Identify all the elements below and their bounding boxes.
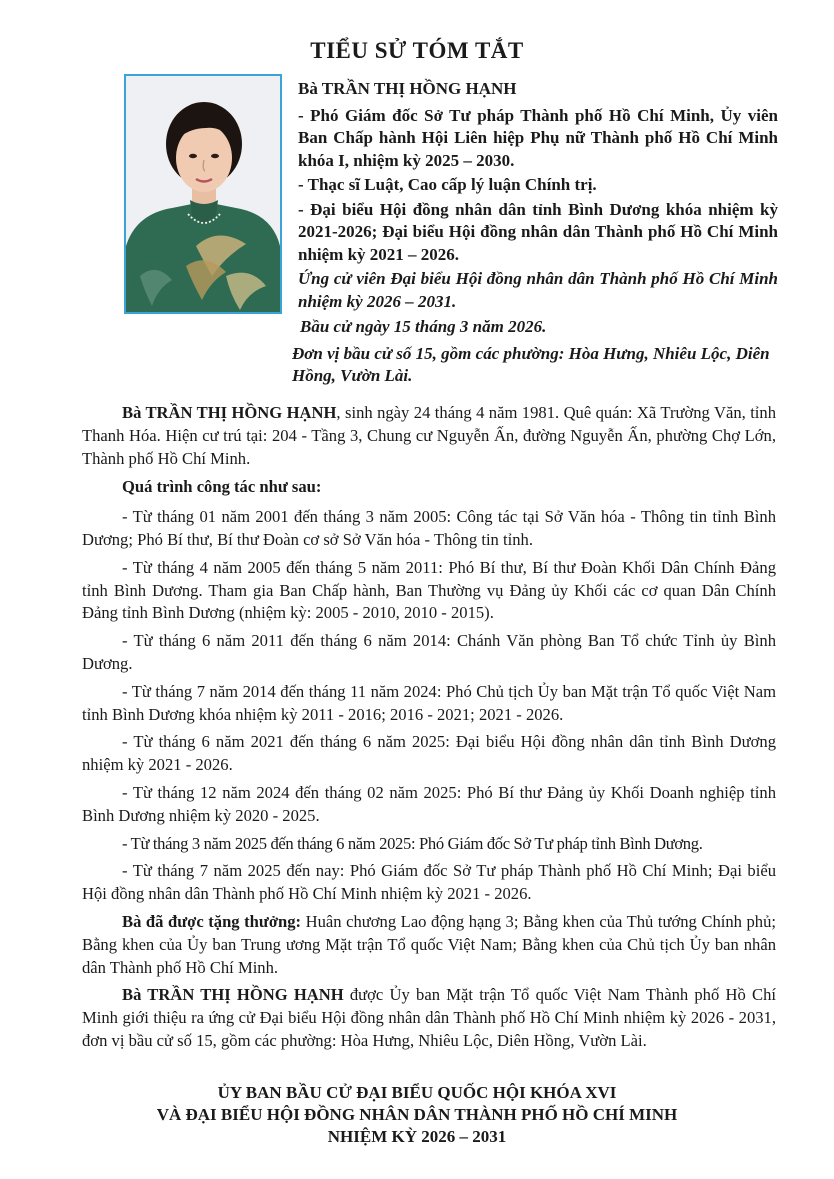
bio-intro-text: , sinh ngày 24 tháng 4 năm 1981. Quê quán: Xã Trường Văn, tỉnh Thanh Hóa. Hiện cư trú tại: 204 - Tầng 3, Chung cư Nguyễn Ấn, đường Nguyễn Ấn, phường Chợ Lớn, Thành phố Hồ Chí Minh. <box>82 403 777 468</box>
portrait-photo <box>124 74 282 314</box>
footer-line: VÀ ĐẠI BIỂU HỘI ĐỒNG NHÂN DÂN THÀNH PHỐ HỒ CHÍ MINH <box>156 1105 678 1124</box>
nomination-name: Bà TRẦN THỊ HỒNG HẠNH <box>122 985 344 1005</box>
election-day: Bầu cử ngày 15 tháng 3 năm 2026. <box>300 317 547 336</box>
document-title: TIỂU SỬ TÓM TẮT <box>310 38 524 63</box>
career-item: - Từ tháng 7 năm 2025 đến nay: Phó Giám đốc Sở Tư pháp Thành phố Hồ Chí Minh; Đại biểu Hội đồng nhân dân Thành phố Hồ Chí Minh nhiệm kỳ 2021 - 2026. <box>82 861 776 904</box>
career-item: - Từ tháng 01 năm 2001 đến tháng 3 năm 2005: Công tác tại Sở Văn hóa - Thông tin tỉnh Bình Dương; Phó Bí thư, Bí thư Đoàn cơ sở Sở Văn hóa - Thông tin tỉnh. <box>82 507 776 549</box>
electoral-unit: Đơn vị bầu cử số 15, gồm các phường: Hòa Hưng, Nhiêu Lộc, Diên Hồng, Vườn Lài. <box>292 343 770 385</box>
career-item: - Từ tháng 7 năm 2014 đến tháng 11 năm 2024: Phó Chủ tịch Ủy ban Mặt trận Tổ quốc Việt Nam tỉnh Bình Dương khóa nhiệm kỳ 2011 - 2016; 2016 - 2021; 2021 - 2026. <box>82 681 776 724</box>
career-item: - Từ tháng 3 năm 2025 đến tháng 6 năm 2025: Phó Giám đốc Sở Tư pháp tỉnh Bình Dương. <box>122 833 703 853</box>
footer-line: NHIỆM KỲ 2026 – 2031 <box>327 1127 507 1146</box>
candidate-line: Ứng cử viên Đại biểu Hội đồng nhân dân Thành phố Hồ Chí Minh nhiệm kỳ 2026 – 2031. <box>298 269 778 311</box>
nomination-text: được Ủy ban Mặt trận Tổ quốc Việt Nam Thành phố Hồ Chí Minh giới thiệu ra ứng cử Đại biểu Hội đồng nhân dân Thành phố Hồ Chí Minh nhiệm kỳ 2026 - 2031, đơn vị bầu cử số 15, gồm các phường: Hòa Hưng, Nhiêu Lộc, Diên Hồng, Vườn Lài. <box>82 985 776 1050</box>
bio-intro <box>82 402 776 470</box>
career-item: - Từ tháng 6 năm 2021 đến tháng 6 năm 2025: Đại biểu Hội đồng nhân dân tỉnh Bình Dương nhiệm kỳ 2021 - 2026. <box>82 732 776 775</box>
awards-paragraph <box>82 911 776 979</box>
career-item: - Từ tháng 6 năm 2011 đến tháng 6 năm 2014: Chánh Văn phòng Ban Tổ chức Tỉnh ủy Bình Dương. <box>82 631 776 673</box>
awards-text: Huân chương Lao động hạng 3; Bằng khen của Thủ tướng Chính phủ; Bằng khen của Ủy ban Trung ương Mặt trận Tổ quốc Việt Nam; Bằng khen của Chủ tịch Ủy ban nhân dân Thành phố Hồ Chí Minh. <box>82 911 776 977</box>
career-item: - Từ tháng 4 năm 2005 đến tháng 5 năm 2011: Phó Bí thư, Bí thư Đoàn Khối Dân Chính Đảng tỉnh Bình Dương. Tham gia Ban Chấp hành, Ban Thường vụ Đảng ủy Khối các cơ quan Dân Chính Đảng tỉnh Bình Dương (nhiệm kỳ: 2005 - 2010, 2010 - 2015). <box>82 557 776 623</box>
footer-line: ỦY BAN BẦU CỬ ĐẠI BIỂU QUỐC HỘI KHÓA XVI <box>217 1083 617 1102</box>
bio-name: Bà TRẦN THỊ HỒNG HẠNH <box>122 403 337 422</box>
summary-item: - Thạc sĩ Luật, Cao cấp lý luận Chính trị. <box>298 175 597 194</box>
summary-name: Bà TRẦN THỊ HỒNG HẠNH <box>298 79 517 98</box>
biography-body <box>82 402 776 1058</box>
career-item: - Từ tháng 12 năm 2024 đến tháng 02 năm 2025: Phó Bí thư Đảng ủy Khối Doanh nghiệp tỉnh Bình Dương nhiệm kỳ 2020 - 2025. <box>82 782 776 825</box>
awards-label: Bà đã được tặng thưởng: <box>122 911 302 931</box>
summary-item: - Phó Giám đốc Sở Tư pháp Thành phố Hồ Chí Minh, Ủy viên Ban Chấp hành Hội Liên hiệp Phụ nữ Thành phố Hồ Chí Minh khóa I, nhiệm kỳ 2025 – 2030. <box>298 105 778 170</box>
career-heading: Quá trình công tác như sau: <box>122 477 322 497</box>
nomination-paragraph <box>82 984 776 1052</box>
issuer-footer <box>0 1082 834 1148</box>
summary-item: - Đại biểu Hội đồng nhân dân tỉnh Bình Dương khóa nhiệm kỳ 2021-2026; Đại biểu Hội đồng nhân dân Thành phố Hồ Chí Minh nhiệm kỳ 2021 – 2026. <box>298 199 778 264</box>
summary-block <box>292 78 778 388</box>
portrait-illustration <box>126 76 280 312</box>
